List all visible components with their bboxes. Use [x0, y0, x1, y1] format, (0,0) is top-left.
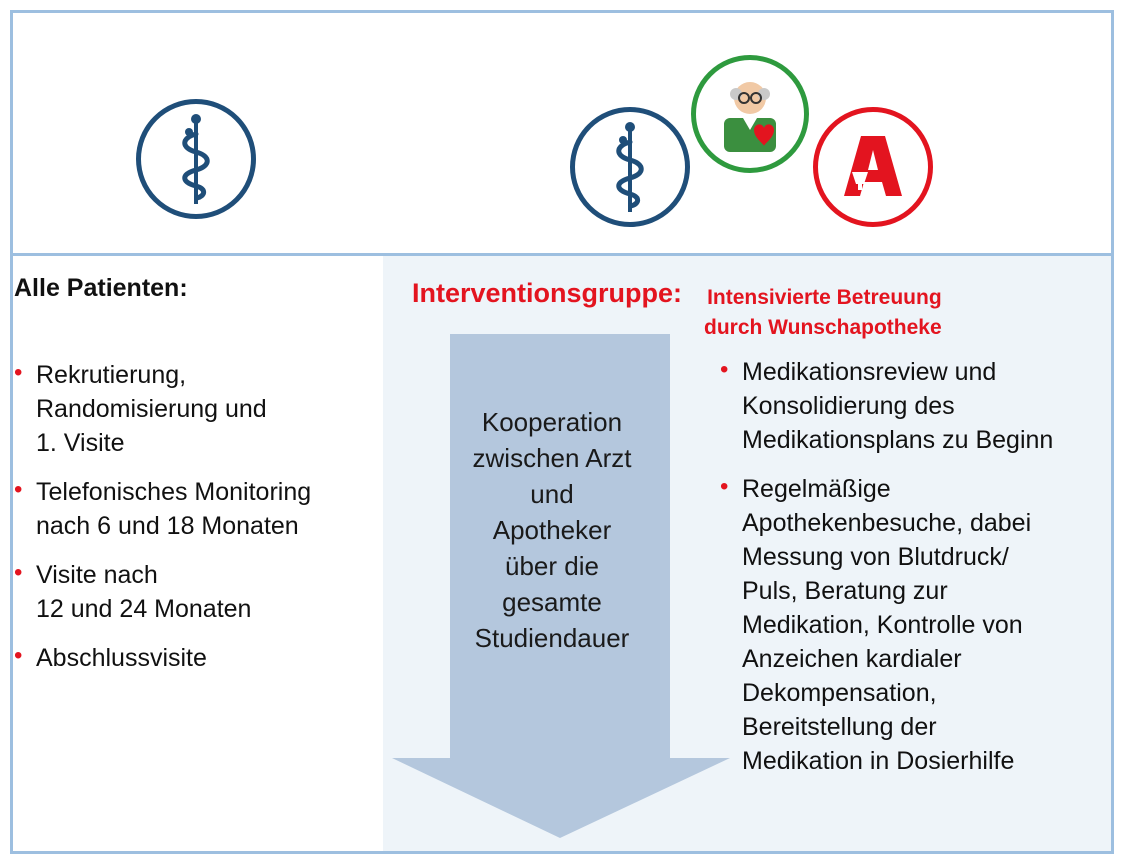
bullet-icon: • [14, 642, 23, 669]
list-item: • Abschlussvisite [12, 641, 362, 675]
all-patients-list [12, 358, 362, 690]
asclepius-staff-icon [136, 99, 256, 219]
list-item: • Visite nach 12 und 24 Monaten [12, 558, 362, 626]
bullet-icon: • [14, 559, 23, 586]
icon-band [13, 13, 1111, 256]
list-item: • Telefonisches Monitoring nach 6 und 18 Monaten [12, 475, 362, 543]
patient-heart-icon [691, 55, 809, 173]
list-item: • Medikationsreview und Konsolidierung des Medikationsplans zu Beginn [718, 355, 1098, 457]
intervention-group-subheading: Intensivierte Betreuung durch Wunschapotheke [704, 286, 942, 339]
pharmacy-a-icon [813, 107, 933, 227]
bullet-icon: • [720, 356, 729, 383]
bullet-icon: • [14, 476, 23, 503]
list-item: • Regelmäßige Apothekenbesuche, dabei Messung von Blutdruck/ Puls, Beratung zur Medikation, Kontrolle von Anzeichen kardialer Dekompensation, Bereitstellung der Medikation in Dosierhilfe [718, 472, 1098, 778]
bullet-icon: • [14, 359, 23, 386]
bullet-icon: • [720, 473, 729, 500]
intervention-list [718, 355, 1098, 793]
intervention-group-heading: Interventionsgruppe: [412, 278, 683, 308]
list-item: • Rekrutierung, Randomisierung und 1. Visite [12, 358, 362, 460]
all-patients-heading: Alle Patienten: [14, 274, 188, 302]
cooperation-text: Kooperation zwischen Arzt und Apotheker über die gesamte Studiendauer [472, 407, 632, 653]
asclepius-staff-icon [570, 107, 690, 227]
